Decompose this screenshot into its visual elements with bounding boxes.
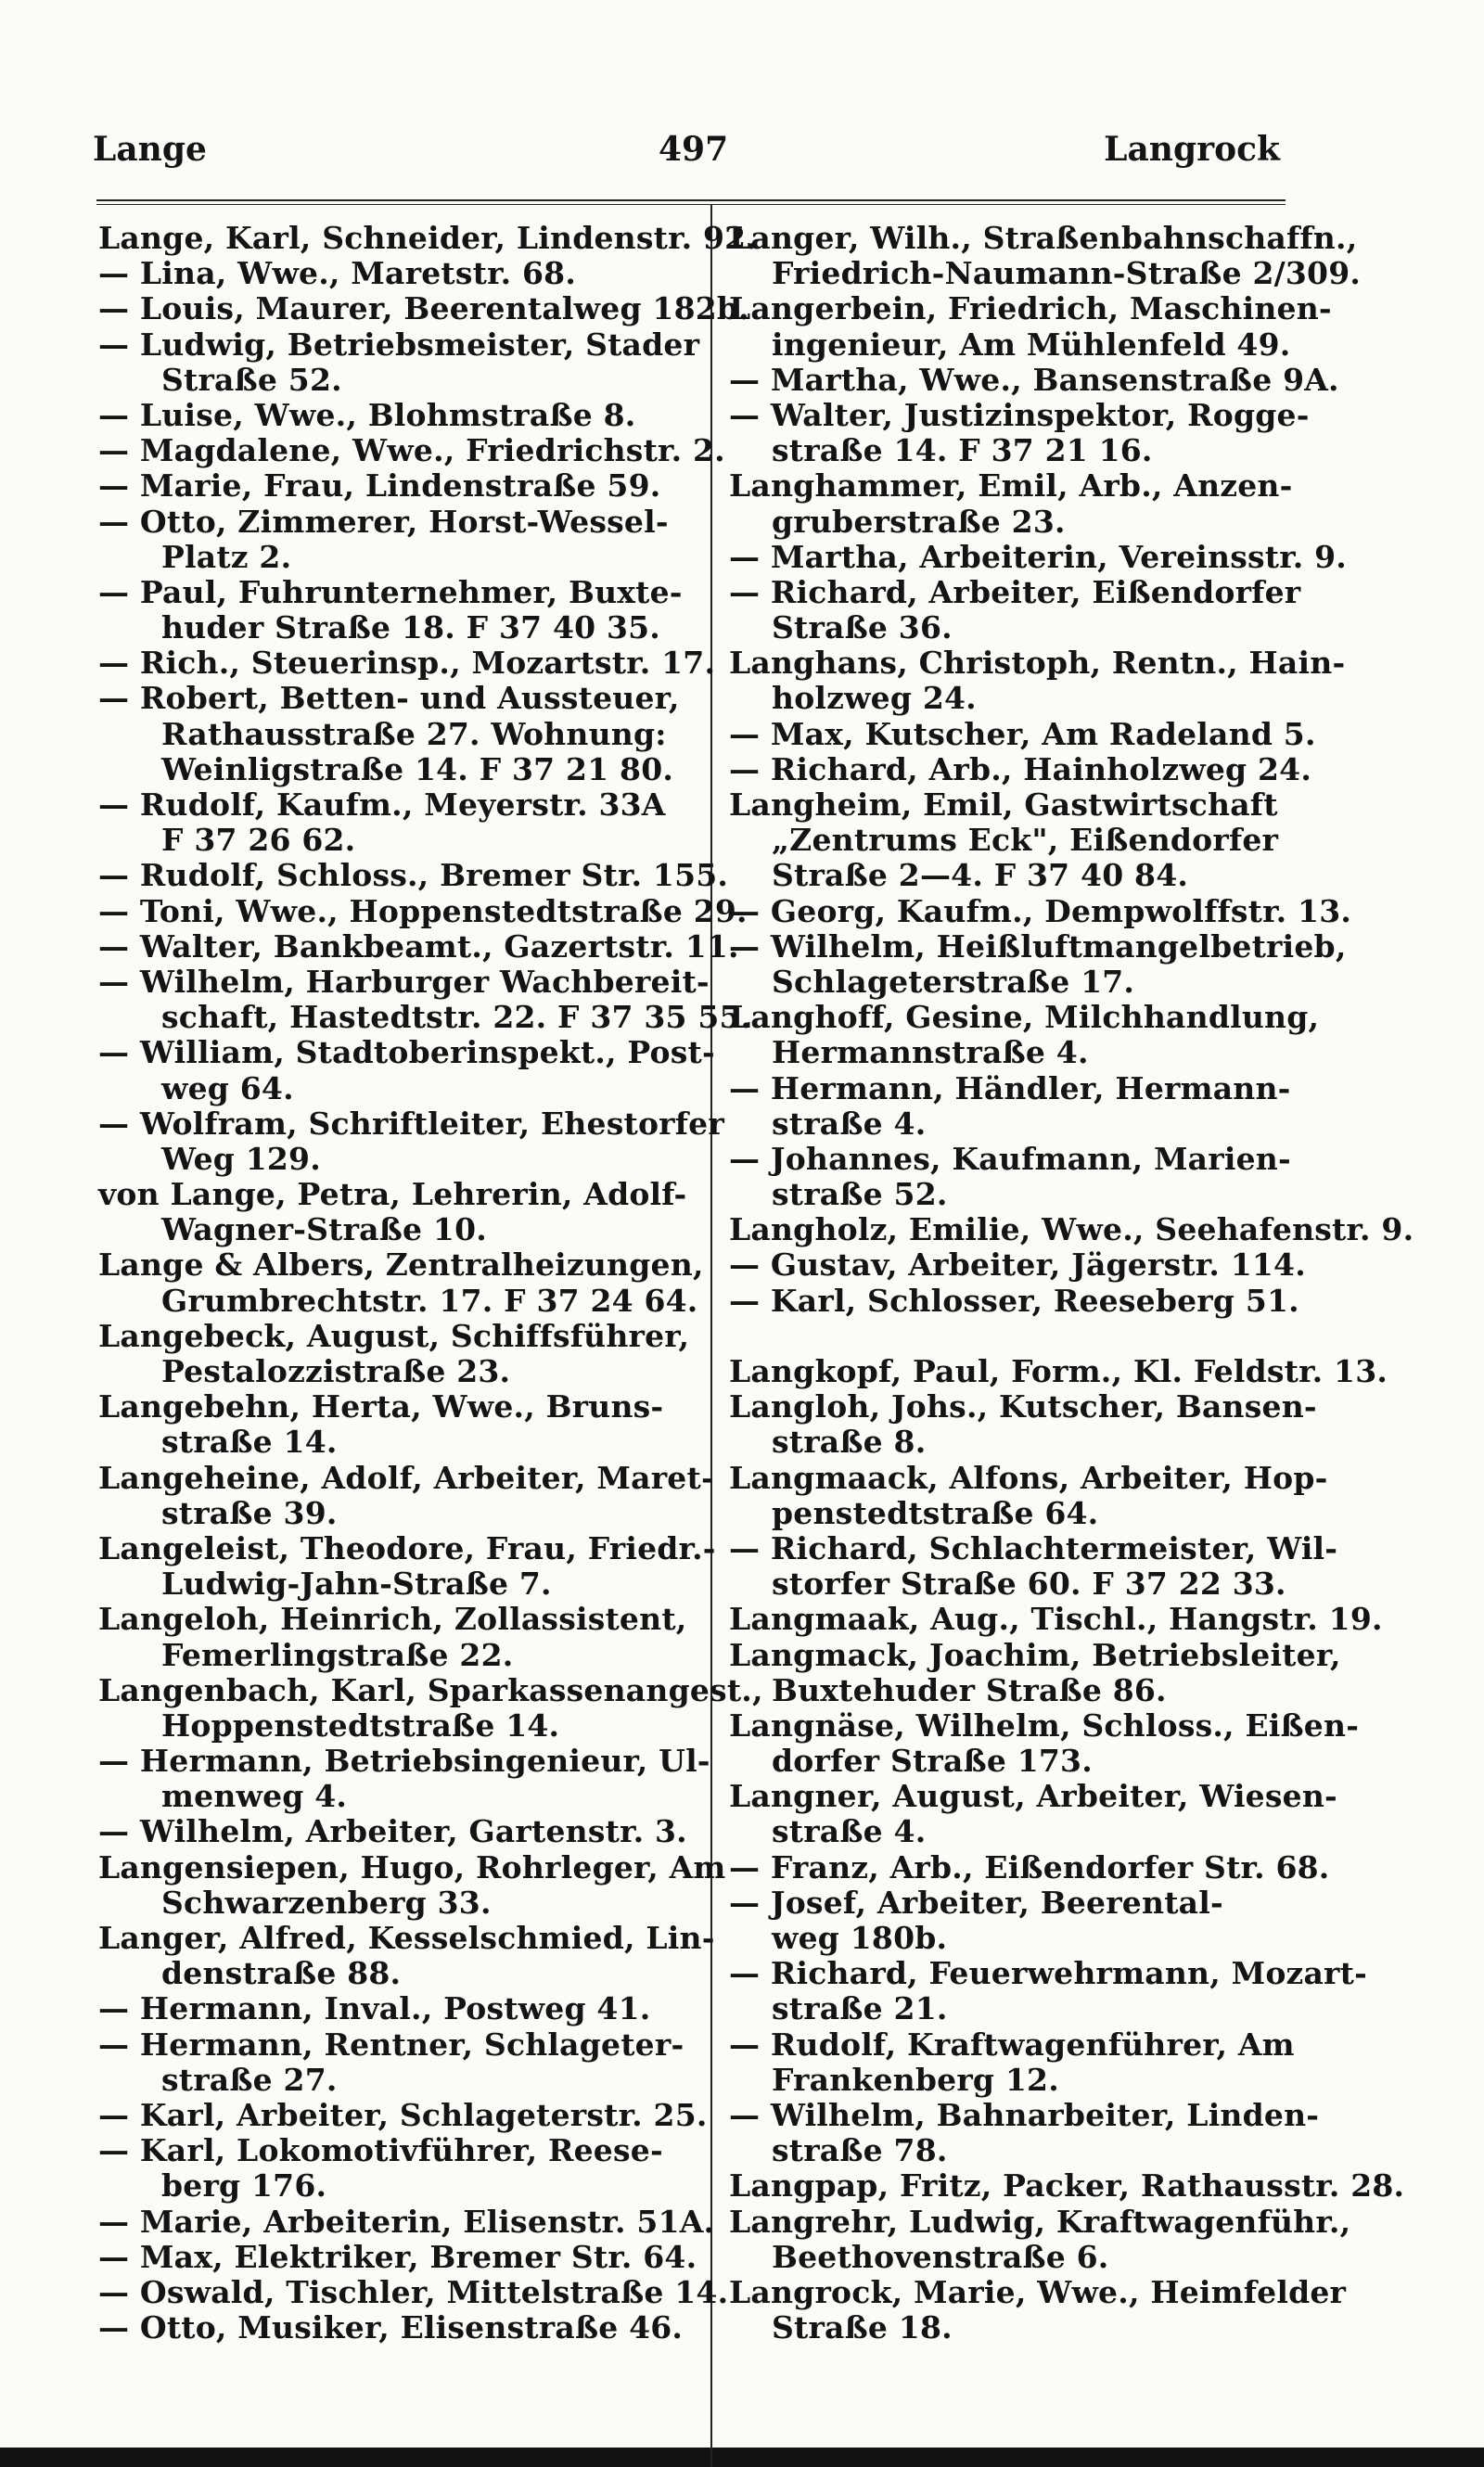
directory-line: — Georg, Kaufm., Dempwolffstr. 13. (729, 892, 1352, 929)
directory-line: — Walter, Justizinspektor, Rogge- (729, 396, 1310, 433)
directory-line: straße 4. (772, 1813, 927, 1850)
directory-line: Langheim, Emil, Gastwirtschaft (729, 786, 1278, 823)
directory-line: — Wilhelm, Arbeiter, Gartenstr. 3. (98, 1813, 687, 1850)
directory-line: huder Straße 18. F 37 40 35. (161, 609, 660, 646)
directory-line: straße 14. F 37 21 16. (772, 432, 1153, 469)
header-rule (96, 199, 1286, 205)
directory-line: F 37 26 62. (161, 822, 356, 859)
directory-line: — Wilhelm, Bahnarbeiter, Linden- (729, 2096, 1320, 2133)
directory-line: Lange & Albers, Zentralheizungen, (98, 1246, 704, 1284)
directory-line: — Josef, Arbeiter, Beerental- (729, 1884, 1223, 1921)
directory-line: Langhoff, Gesine, Milchhandlung, (729, 999, 1320, 1036)
directory-line: menweg 4. (161, 1778, 348, 1815)
directory-line: — Rudolf, Kraftwagenführer, Am (729, 2026, 1295, 2063)
directory-line: Wagner-Straße 10. (161, 1211, 487, 1248)
directory-line: Langpap, Fritz, Packer, Rathausstr. 28. (729, 2167, 1405, 2205)
directory-line: Langer, Alfred, Kesselschmied, Lin- (98, 1920, 715, 1956)
directory-line: — Max, Kutscher, Am Radeland 5. (729, 715, 1316, 752)
directory-line: — Lina, Wwe., Maretstr. 68. (98, 255, 577, 292)
directory-line: — Luise, Wwe., Blohmstraße 8. (98, 396, 636, 433)
directory-line: Lange, Karl, Schneider, Lindenstr. 92. (98, 220, 758, 256)
directory-line: berg 176. (161, 2167, 327, 2205)
directory-line: holzweg 24. (772, 680, 977, 717)
directory-line: Hoppenstedtstraße 14. (161, 1706, 560, 1744)
directory-line: — Toni, Wwe., Hoppenstedtstraße 29. (98, 892, 748, 929)
directory-line: — Martha, Wwe., Bansenstraße 9A. (729, 361, 1339, 398)
column-divider (710, 204, 712, 2467)
directory-line: Langner, August, Arbeiter, Wiesen- (729, 1778, 1337, 1815)
directory-line: straße 21. (772, 1990, 948, 2027)
directory-line: — Paul, Fuhrunternehmer, Buxte- (98, 573, 683, 610)
directory-line: — Walter, Bankbeamt., Gazertstr. 11. (98, 927, 739, 965)
directory-line: — Rudolf, Kaufm., Meyerstr. 33A (98, 786, 666, 823)
directory-line: Langeloh, Heinrich, Zollassistent, (98, 1601, 687, 1638)
directory-line: — Oswald, Tischler, Mittelstraße 14. (98, 2273, 729, 2310)
directory-line: straße 27. (161, 2061, 338, 2098)
directory-line: — Hermann, Inval., Postweg 41. (98, 1990, 651, 2027)
directory-line: — Magdalene, Wwe., Friedrichstr. 2. (98, 432, 725, 469)
directory-line: Frankenberg 12. (772, 2061, 1059, 2098)
directory-line: schaft, Hastedtstr. 22. F 37 35 55. (161, 999, 752, 1036)
directory-line: Hermannstraße 4. (772, 1034, 1089, 1071)
directory-line: Femerlingstraße 22. (161, 1636, 514, 1673)
directory-line: penstedtstraße 64. (772, 1494, 1099, 1531)
directory-line: Langebehn, Herta, Wwe., Bruns- (98, 1388, 664, 1425)
directory-line: weg 64. (161, 1069, 294, 1106)
directory-line: — Johannes, Kaufmann, Marien- (729, 1140, 1291, 1177)
directory-line: Langloh, Johs., Kutscher, Bansen- (729, 1388, 1317, 1425)
directory-line: Schwarzenberg 33. (161, 1884, 492, 1921)
directory-line: straße 14. (161, 1424, 338, 1461)
directory-line: Beethovenstraße 6. (772, 2238, 1109, 2275)
directory-line: — Louis, Maurer, Beerentalweg 182b. (98, 290, 749, 327)
directory-line: Straße 36. (772, 609, 953, 646)
directory-line: dorfer Straße 173. (772, 1743, 1093, 1780)
directory-line: Langmaack, Alfons, Arbeiter, Hop- (729, 1459, 1328, 1496)
directory-line: Langrock, Marie, Wwe., Heimfelder (729, 2273, 1347, 2310)
directory-line: — Max, Elektriker, Bremer Str. 64. (98, 2238, 697, 2275)
directory-line: Langeheine, Adolf, Arbeiter, Maret- (98, 1459, 714, 1496)
header-last-entry: Langrock (1104, 130, 1280, 169)
directory-line: — Ludwig, Betriebsmeister, Stader (98, 326, 700, 363)
directory-line: Langholz, Emilie, Wwe., Seehafenstr. 9. (729, 1211, 1414, 1248)
directory-line: Pestalozzistraße 23. (161, 1353, 511, 1389)
directory-line: ingenieur, Am Mühlenfeld 49. (772, 326, 1291, 363)
directory-line: Straße 2—4. F 37 40 84. (772, 857, 1189, 894)
directory-line: — Martha, Arbeiterin, Vereinsstr. 9. (729, 538, 1347, 575)
directory-line: Buxtehuder Straße 86. (772, 1671, 1167, 1708)
directory-line: — Marie, Frau, Lindenstraße 59. (98, 467, 661, 505)
directory-line: Langhammer, Emil, Arb., Anzen- (729, 467, 1293, 505)
directory-line: Friedrich-Naumann-Straße 2/309. (772, 255, 1362, 292)
directory-line: — Rudolf, Schloss., Bremer Str. 155. (98, 857, 729, 894)
directory-line: Weinligstraße 14. F 37 21 80. (161, 750, 674, 787)
header-first-entry: Lange (93, 130, 207, 169)
directory-line: — Richard, Schlachtermeister, Wil- (729, 1529, 1338, 1566)
directory-line: straße 8. (772, 1424, 927, 1461)
directory-line: — Marie, Arbeiterin, Elisenstr. 51A. (98, 2203, 715, 2240)
directory-line: straße 4. (772, 1105, 927, 1142)
directory-line: — Karl, Lokomotivführer, Reese- (98, 2132, 663, 2169)
directory-line: Langerbein, Friedrich, Maschinen- (729, 290, 1332, 327)
directory-line: Langer, Wilh., Straßenbahnschaffn., (729, 220, 1358, 256)
directory-line: Langmack, Joachim, Betriebsleiter, (729, 1636, 1341, 1673)
directory-line: — Franz, Arb., Eißendorfer Str. 68. (729, 1848, 1330, 1885)
directory-line: Langhans, Christoph, Rentn., Hain- (729, 645, 1346, 682)
directory-line: — William, Stadtoberinspekt., Post- (98, 1034, 715, 1071)
directory-line: — Gustav, Arbeiter, Jägerstr. 114. (729, 1246, 1306, 1284)
directory-line: — Richard, Arb., Hainholzweg 24. (729, 750, 1312, 787)
directory-line: — Karl, Arbeiter, Schlageterstr. 25. (98, 2096, 708, 2133)
right-column (729, 220, 1414, 2346)
directory-line: — Karl, Schlosser, Reeseberg 51. (729, 1282, 1299, 1319)
directory-line: — Hermann, Betriebsingenieur, Ul- (98, 1743, 710, 1780)
directory-line: gruberstraße 23. (772, 503, 1066, 540)
directory-line: Grumbrechtstr. 17. F 37 24 64. (161, 1282, 698, 1319)
directory-line: weg 180b. (772, 1920, 948, 1956)
directory-line: — Otto, Zimmerer, Horst-Wessel- (98, 503, 669, 540)
directory-line: — Wilhelm, Harburger Wachbereit- (98, 963, 710, 1000)
directory-line: — Wolfram, Schriftleiter, Ehestorfer (98, 1105, 724, 1142)
directory-line: — Wilhelm, Heißluftmangelbetrieb, (729, 927, 1347, 965)
page-number: 497 (659, 130, 729, 169)
page-header (93, 130, 1280, 185)
left-column (98, 220, 763, 2346)
directory-line: straße 52. (772, 1176, 948, 1213)
directory-line: Rathausstraße 27. Wohnung: (161, 715, 667, 752)
directory-line: — Otto, Musiker, Elisenstraße 46. (98, 2309, 684, 2346)
directory-line: — Richard, Feuerwehrmann, Mozart- (729, 1955, 1367, 1992)
directory-line: „Zentrums Eck", Eißendorfer (772, 822, 1279, 859)
directory-line: — Richard, Arbeiter, Eißendorfer (729, 573, 1301, 610)
directory-line: denstraße 88. (161, 1955, 402, 1992)
directory-line: Langmaak, Aug., Tischl., Hangstr. 19. (729, 1601, 1383, 1638)
directory-line: storfer Straße 60. F 37 22 33. (772, 1566, 1286, 1603)
directory-line: Langrehr, Ludwig, Kraftwagenführ., (729, 2203, 1351, 2240)
directory-line: — Robert, Betten- und Aussteuer, (98, 680, 680, 717)
directory-line: Langenbach, Karl, Sparkassenangest., (98, 1671, 763, 1708)
directory-line: Platz 2. (161, 538, 292, 575)
directory-line: Schlageterstraße 17. (772, 963, 1135, 1000)
directory-line: Ludwig-Jahn-Straße 7. (161, 1566, 552, 1603)
directory-line: straße 78. (772, 2132, 948, 2169)
directory-line: Weg 129. (161, 1140, 321, 1177)
directory-line (729, 1319, 1286, 1354)
directory-line: Langensiepen, Hugo, Rohrleger, Am (98, 1848, 726, 1885)
directory-line: Straße 52. (161, 361, 342, 398)
directory-line: von Lange, Petra, Lehrerin, Adolf- (98, 1176, 687, 1213)
directory-line: Straße 18. (772, 2309, 953, 2346)
directory-line: straße 39. (161, 1494, 338, 1531)
directory-line: Langnäse, Wilhelm, Schloss., Eißen- (729, 1706, 1360, 1744)
directory-line: Langebeck, August, Schiffsführer, (98, 1317, 690, 1354)
directory-line: — Hermann, Rentner, Schlageter- (98, 2026, 684, 2063)
directory-line: Langeleist, Theodore, Frau, Friedr.- (98, 1529, 716, 1566)
directory-line: Langkopf, Paul, Form., Kl. Feldstr. 13. (729, 1353, 1388, 1389)
directory-line: — Hermann, Händler, Hermann- (729, 1069, 1291, 1106)
directory-line: — Rich., Steuerinsp., Mozartstr. 17. (98, 645, 716, 682)
